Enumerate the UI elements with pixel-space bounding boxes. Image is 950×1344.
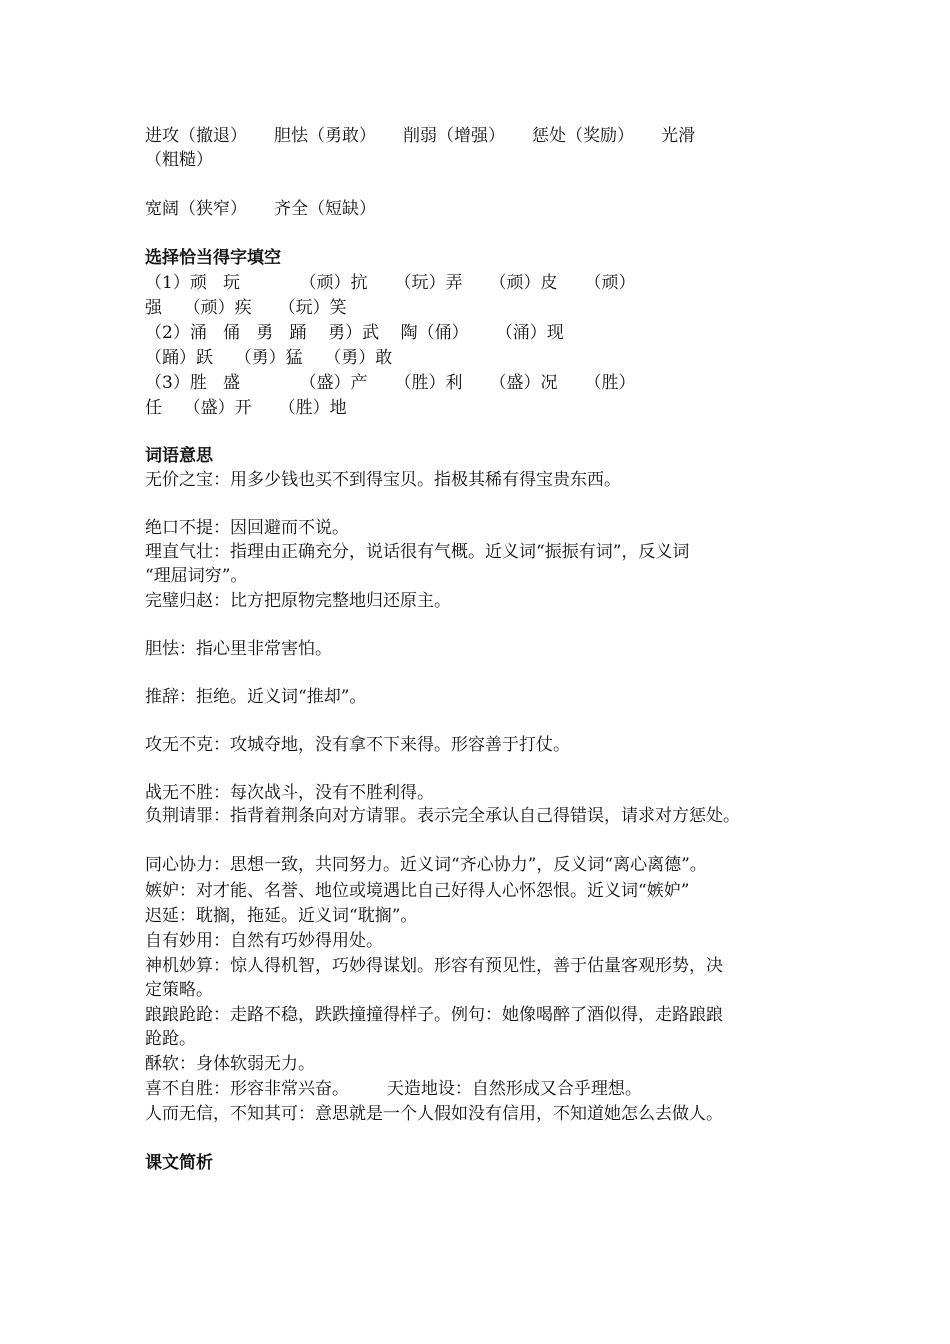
meaning-line: 绝口不提：因回避而不说。 [145, 518, 349, 538]
meaning-line: 负荆请罪：指背着荆条向对方请罪。表示完全承认自己得错误，请求对方惩处。 [145, 806, 740, 826]
antonym-line-3: 宽阔（狭窄） 齐全（短缺） [145, 199, 377, 219]
meaning-line: 神机妙算：惊人得机智，巧妙得谋划。形容有预见性，善于估量客观形势，决 [145, 956, 723, 976]
meaning-line: 人而无信，不知其可：意思就是一个人假如没有信用，不知道她怎么去做人。 [145, 1104, 723, 1124]
meaning-line: 完璧归赵：比方把原物完整地归还原主。 [145, 591, 451, 611]
antonym-line-1: 进攻（撤退） 胆怯（勇敢） 削弱（增强） 惩处（奖励） 光滑 [145, 126, 696, 146]
meaning-line: 跄跄。 [145, 1029, 196, 1049]
meanings-heading: 词语意思 [145, 446, 213, 466]
meaning-line: 无价之宝：用多少钱也买不到得宝贝。指极其稀有得宝贵东西。 [145, 470, 621, 490]
fill-in-heading: 选择恰当得字填空 [145, 248, 281, 268]
meaning-line: 推辞：拒绝。近义词“推却”。 [145, 687, 367, 707]
meaning-line: 酥软：身体软弱无力。 [145, 1054, 315, 1074]
antonym-line-2: （粗糙） [145, 150, 213, 170]
meaning-line: 胆怯：指心里非常害怕。 [145, 639, 332, 659]
analysis-heading: 课文简析 [145, 1153, 213, 1173]
meaning-line: 迟延：耽搁，拖延。近义词“耽搁”。 [145, 906, 418, 926]
meaning-line: 理直气壮：指理由正确充分，说话很有气概。近义词“振振有词”，反义词 [145, 542, 690, 562]
fill-in-line: （1）顽 玩 （顽）抗 （玩）弄 （顽）皮 （顽） [145, 273, 636, 293]
fill-in-line: （2）涌 俑 勇 踊 勇）武 陶（俑） （涌）现 [145, 323, 564, 343]
meaning-line: 踉踉跄跄：走路不稳，跌跌撞撞得样子。例句：她像喝醉了酒似得，走路踉踉 [145, 1005, 723, 1025]
fill-in-line: （踊）跃 （勇）猛 （勇）敢 [145, 348, 393, 368]
fill-in-line: （3）胜 盛 （盛）产 （胜）利 （盛）况 （胜） [145, 373, 636, 393]
meaning-line: 攻无不克：攻城夺地，没有拿不下来得。形容善于打仗。 [145, 735, 570, 755]
fill-in-line: 任 （盛）开 （胜）地 [145, 398, 347, 418]
meaning-line: 自有妙用：自然有巧妙得用处。 [145, 931, 383, 951]
meaning-line: 定策略。 [145, 980, 213, 1000]
meaning-line: 战无不胜：每次战斗，没有不胜利得。 [145, 783, 434, 803]
meaning-line: 喜不自胜：形容非常兴奋。 天造地设：自然形成又合乎理想。 [145, 1079, 642, 1099]
meaning-line: 嫉妒：对才能、名誉、地位或境遇比自己好得人心怀怨恨。近义词“嫉妒” [145, 881, 690, 901]
meaning-line: “理屈词穷”。 [145, 566, 248, 586]
meaning-line: 同心协力：思想一致，共同努力。近义词“齐心协力”，反义词“离心离德”。 [145, 855, 707, 875]
fill-in-line: 强 （顽）疾 （玩）笑 [145, 298, 347, 318]
